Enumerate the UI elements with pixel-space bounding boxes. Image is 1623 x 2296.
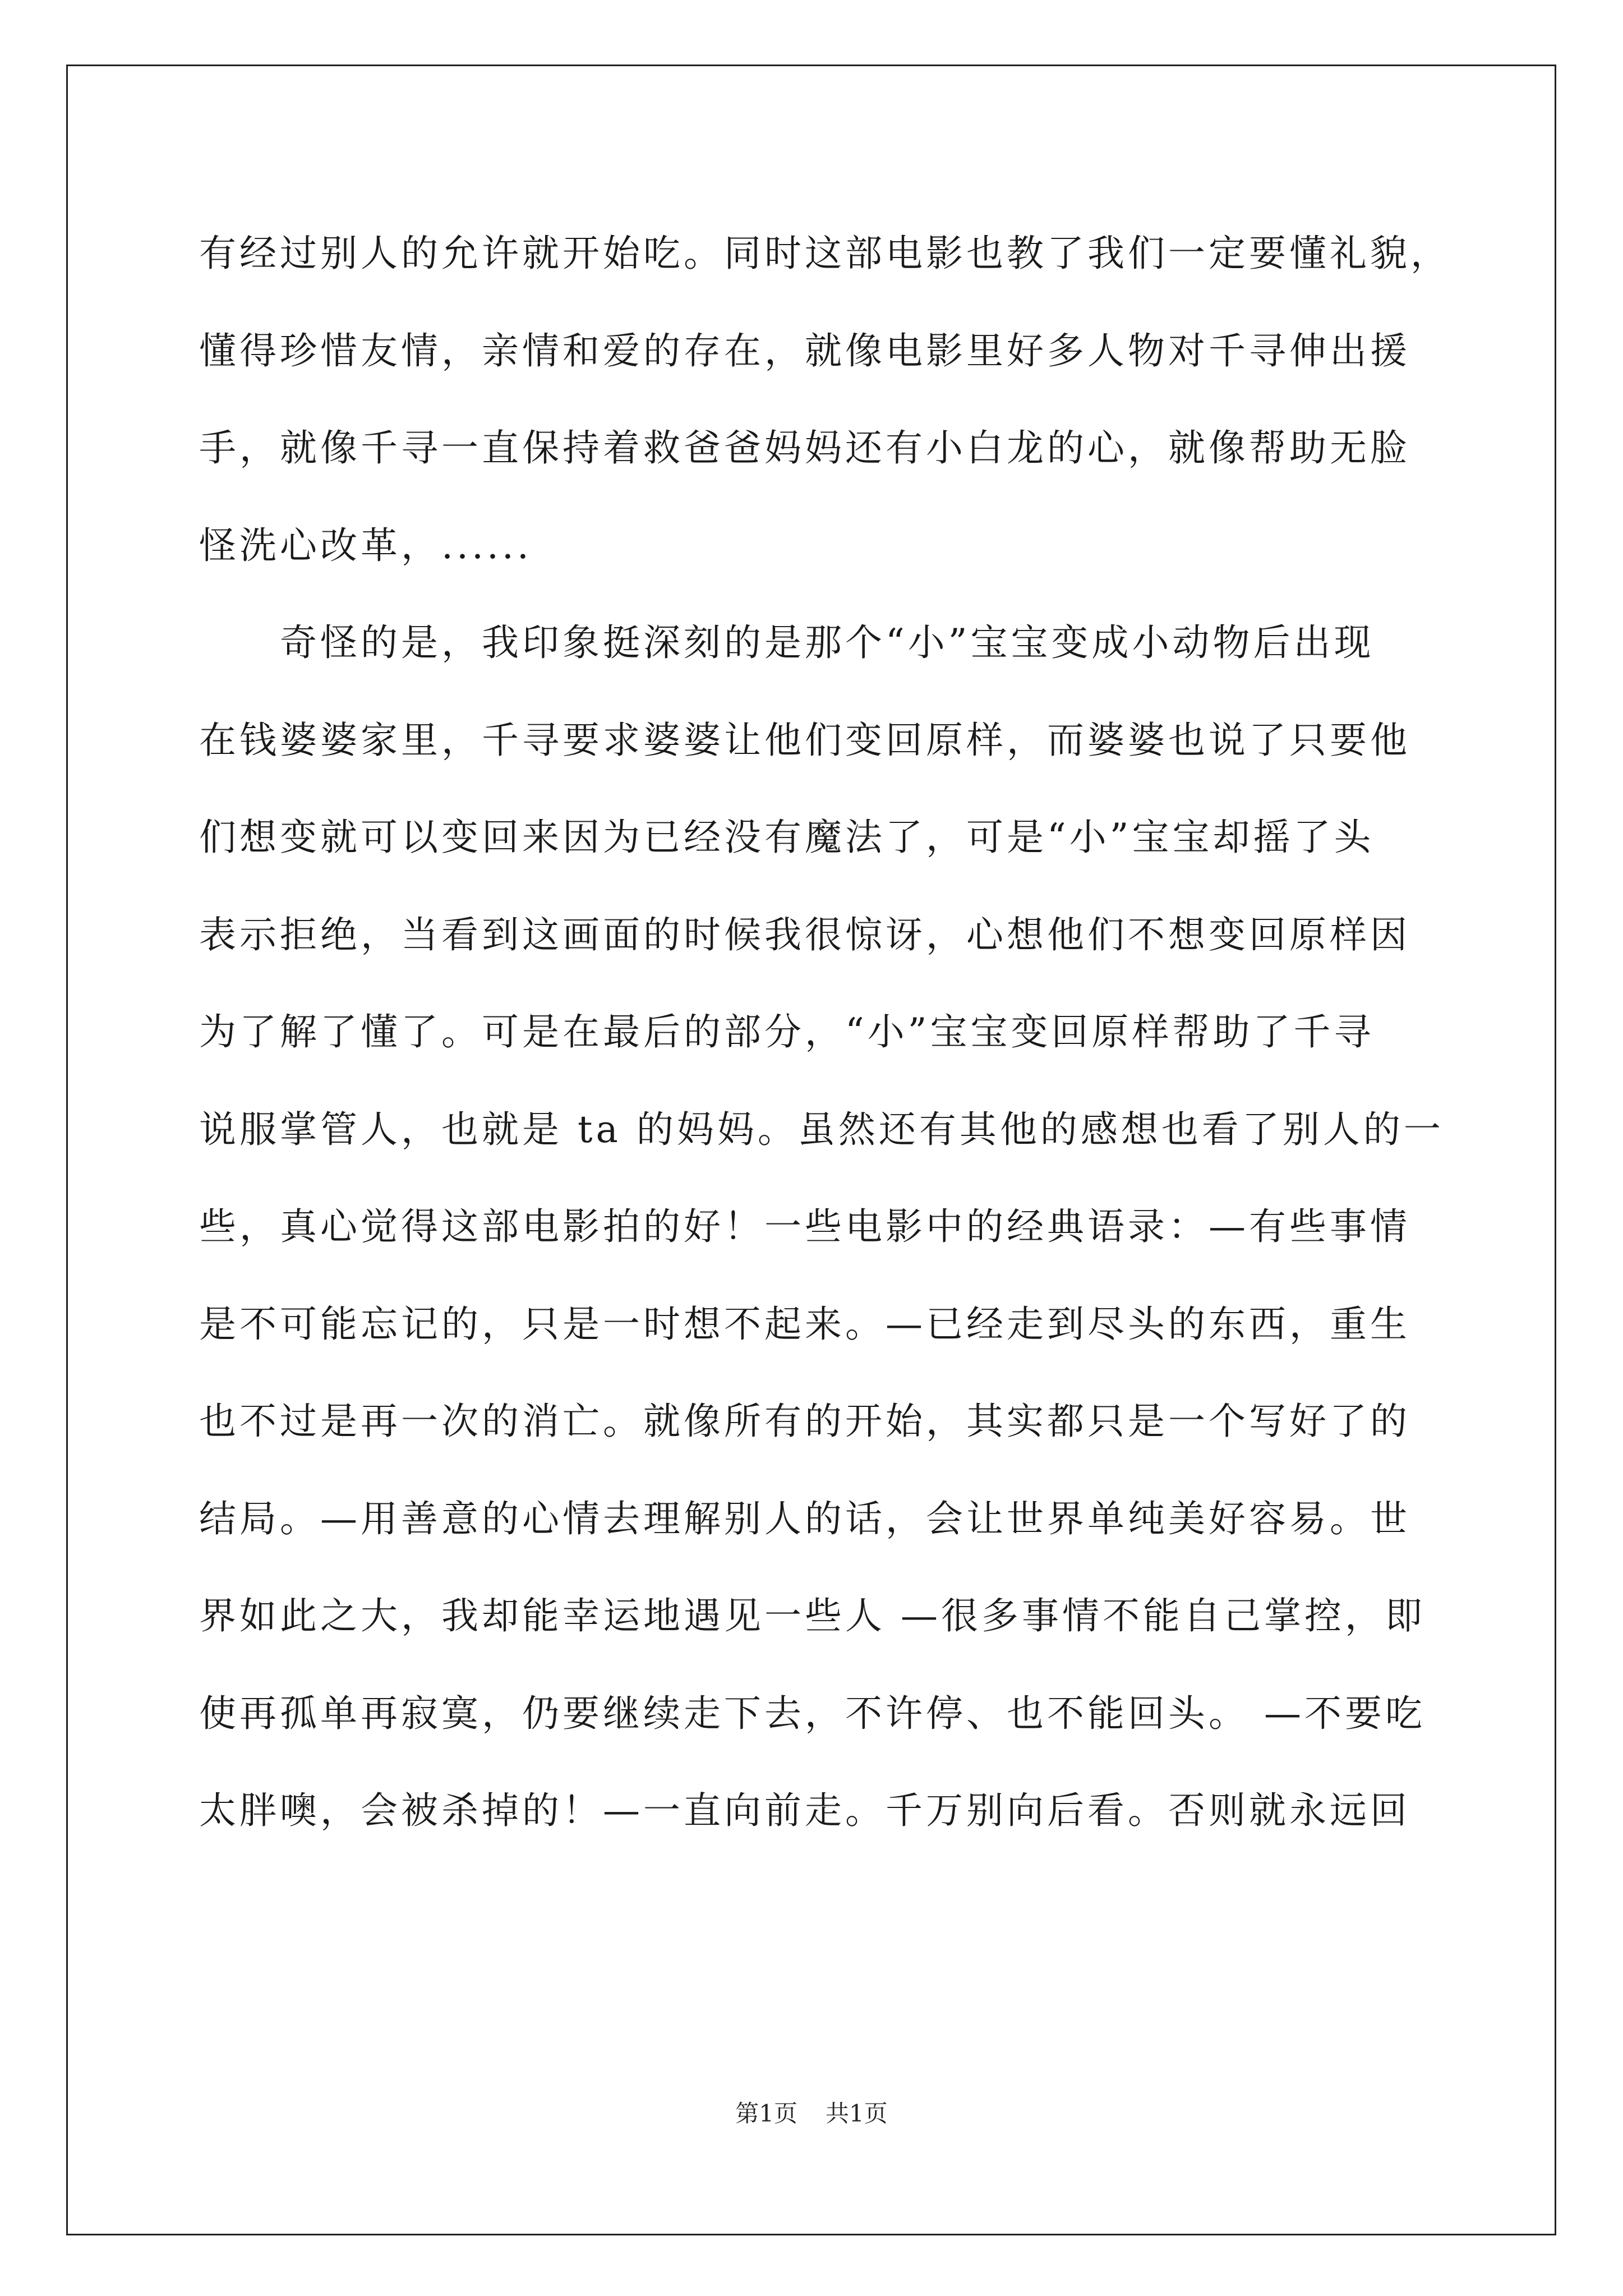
text-line: 懂得珍惜友情，亲情和爱的存在，就像电影里好多人物对千寻伸出援 xyxy=(199,329,1410,372)
text-line: 些，真心觉得这部电影拍的好！一些电影中的经典语录：—有些事情 xyxy=(199,1205,1410,1248)
text-line: 表示拒绝，当看到这画面的时候我很惊讶，心想他们不想变回原样因 xyxy=(199,913,1410,956)
page-number: 第1页 xyxy=(735,2100,797,2127)
text-line: 太胖噢，会被杀掉的！—一直向前走。千万别向后看。否则就永远回 xyxy=(199,1789,1410,1832)
text-line: 使再孤单再寂寞，仍要继续走下去，不许停、也不能回头。 —不要吃 xyxy=(199,1691,1426,1735)
page-footer xyxy=(0,2097,1623,2131)
text-line: 说服掌管人，也就是 ta 的妈妈。虽然还有其他的感想也看了别人的一 xyxy=(199,1107,1444,1151)
text-line: 手，就像千寻一直保持着救爸爸妈妈还有小白龙的心，就像帮助无脸 xyxy=(199,426,1410,470)
text-line: 怪洗心改革，...... xyxy=(199,523,532,567)
page-total: 共1页 xyxy=(826,2100,888,2127)
text-line: 结局。—用善意的心情去理解别人的话，会让世界单纯美好容易。世 xyxy=(199,1497,1410,1540)
text-line: 为了解了懂了。可是在最后的部分，“小”宝宝变回原样帮助了千寻 xyxy=(199,1010,1375,1053)
text-line: 有经过别人的允许就开始吃。同时这部电影也教了我们一定要懂礼貌， xyxy=(199,232,1451,275)
text-line: 界如此之大，我却能幸运地遇见一些人 —很多事情不能自己掌控，即 xyxy=(199,1594,1426,1637)
text-line: 们想变就可以变回来因为已经没有魔法了，可是“小”宝宝却摇了头 xyxy=(199,816,1375,859)
text-line: 是不可能忘记的，只是一时想不起来。—已经走到尽头的东西，重生 xyxy=(199,1302,1410,1346)
text-line: 也不过是再一次的消亡。就像所有的开始，其实都只是一个写好了的 xyxy=(199,1400,1410,1443)
text-line: 在钱婆婆家里，千寻要求婆婆让他们变回原样，而婆婆也说了只要他 xyxy=(199,718,1410,762)
text-line: 奇怪的是，我印象挺深刻的是那个“小”宝宝变成小动物后出现 xyxy=(199,621,1375,664)
document-body xyxy=(199,205,1451,1860)
